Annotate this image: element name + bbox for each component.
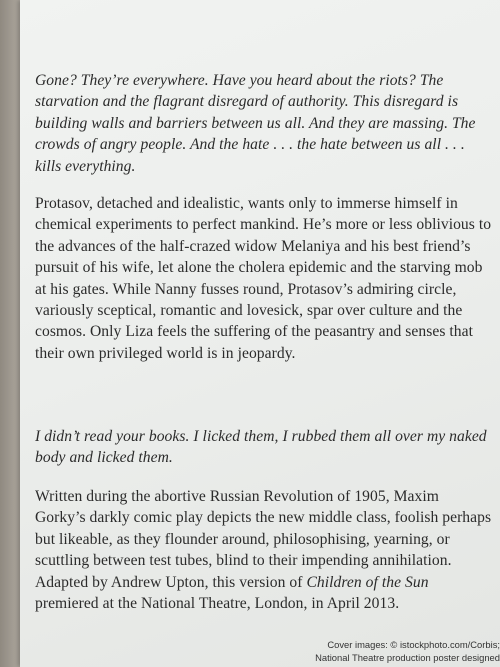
cover-credits (274, 638, 500, 664)
opening-quote: Gone? They’re everywhere. Have you heard about the riots? The starvation and the flagrant disregard of authority. This disregard is building walls and barriers between us all. And they are massing. The crowds of angry people. And the hate . . . the hate between us all . . . kills everything. (35, 72, 476, 175)
credits-line-1: Cover images: © istockphoto.com/Corbis; (327, 639, 500, 650)
about-paragraph (35, 486, 493, 614)
play-title: Children of the Sun (306, 573, 429, 591)
second-quote: I didn’t read your books. I licked them, I rubbed them all over my naked body and licked them. (35, 428, 487, 467)
book-back-cover (20, 0, 500, 667)
credits-line-2: National Theatre production poster designed (315, 652, 500, 663)
about-text-after-title: premiered at the National Theatre, London, in April 2013. (35, 595, 400, 613)
synopsis-paragraph: Protasov, detached and idealistic, wants only to immerse himself in chemical experiments to perfect mankind. He’s more or less oblivious to the advances of the half-crazed widow Melaniya and his best friend’s pursuit of his wife, let alone the cholera epidemic and the starving mob at his gates. While Nanny fusses round, Protasov’s admiring circle, variously sceptical, romantic and lovesick, spar over culture and the cosmos. Only Liza feels the suffering of the peasantry and senses that their own privileged world is in jeopardy. (35, 195, 492, 362)
about-text-before-title: Written during the abortive Russian Revolution of 1905, Maxim Gorky’s darkly comic play depicts the new middle class, foolish perhaps but likeable, as they flounder around, philosophising, yearning, or scuttling between test tubes, blind to their impending annihilation. Adapted by Andrew Upton, this version of (35, 488, 492, 591)
